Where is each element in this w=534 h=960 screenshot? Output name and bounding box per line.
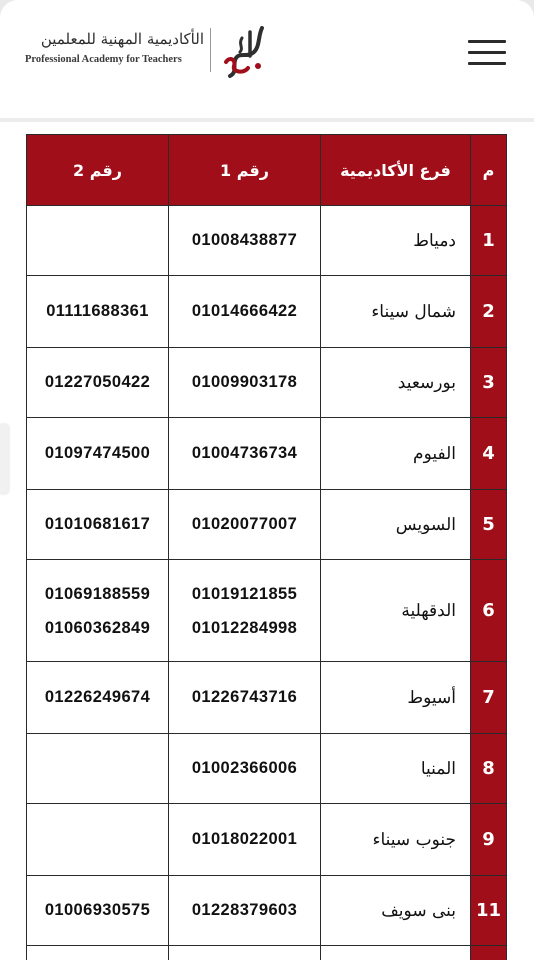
table-row [27, 490, 507, 560]
phone-cell-num2 [27, 560, 169, 662]
branch-name: أسيوط [321, 662, 471, 734]
header-branch: فرع الأكاديمية [321, 135, 471, 206]
logo-english-text: Professional Academy for Teachers [25, 54, 182, 65]
phone-cell-num2 [27, 734, 169, 804]
branch-name: السويس [321, 490, 471, 560]
phone-number-link[interactable]: 01020077007 [191, 515, 298, 533]
table-row [27, 560, 507, 662]
table-row [27, 734, 507, 804]
phone-number-link[interactable]: 01006930575 [44, 901, 151, 919]
side-drawer-handle[interactable] [0, 424, 9, 494]
phone-cell-num1 [169, 662, 321, 734]
branches-table [26, 134, 507, 960]
branch-name: بنى سويف [321, 876, 471, 946]
phone-number-link[interactable]: 01226743716 [191, 688, 298, 706]
phone-cell-num1 [169, 560, 321, 662]
row-number: 3 [471, 348, 507, 418]
phone-cell-num1 [169, 734, 321, 804]
row-number: 5 [471, 490, 507, 560]
row-number: 11 [471, 876, 507, 946]
table-row [27, 876, 507, 946]
branch-name: دمياط [321, 206, 471, 276]
table-row [27, 418, 507, 490]
phone-cell-num2 [27, 876, 169, 946]
site-logo[interactable] [24, 22, 276, 84]
row-number: 6 [471, 560, 507, 662]
header-num2: رقم 2 [27, 135, 169, 206]
table-row [27, 206, 507, 276]
phone-number-link[interactable]: 01008438877 [191, 231, 298, 249]
row-number: 2 [471, 276, 507, 348]
header-num1: رقم 1 [169, 135, 321, 206]
branch-name: المنيا [321, 734, 471, 804]
header-m: م [471, 135, 507, 206]
phone-cell-num2 [27, 662, 169, 734]
table-row [27, 662, 507, 734]
phone-cell-num2 [27, 206, 169, 276]
phone-number-link[interactable]: 01227050422 [44, 373, 151, 391]
phone-number-link[interactable]: 01014666422 [191, 302, 298, 320]
branch-name: الدقهلية [321, 560, 471, 662]
phone-cell-num1 [169, 804, 321, 876]
table-row [27, 348, 507, 418]
phone-number-link[interactable]: 01069188559 [44, 584, 151, 603]
branch-name: شمال سيناء [321, 276, 471, 348]
row-number [471, 946, 507, 960]
table-row [27, 946, 507, 960]
table-row [27, 804, 507, 876]
phone-cell-num2 [27, 348, 169, 418]
row-number: 4 [471, 418, 507, 490]
phone-cell-num1 [169, 206, 321, 276]
branch-name [321, 946, 471, 960]
phone-number-link[interactable]: 01004736734 [191, 444, 298, 462]
phone-cell-num2 [27, 946, 169, 960]
table-header-row [27, 135, 507, 206]
logo-arabic-text: الأكاديمية المهنية للمعلمين [40, 30, 204, 48]
phone-cell-num2 [27, 276, 169, 348]
row-number: 7 [471, 662, 507, 734]
row-number: 9 [471, 804, 507, 876]
phone-cell-num2 [27, 804, 169, 876]
phone-cell-num1 [169, 276, 321, 348]
phone-cell-num1 [169, 348, 321, 418]
phone-number-link[interactable]: 01226249674 [44, 688, 151, 706]
academy-logo-icon [214, 22, 276, 84]
phone-cell-num2 [27, 490, 169, 560]
site-header [0, 0, 534, 122]
phone-number-link[interactable]: 01111688361 [46, 302, 149, 320]
branch-name: بورسعيد [321, 348, 471, 418]
hamburger-menu-icon[interactable] [468, 40, 506, 66]
phone-number-link[interactable]: 01010681617 [44, 515, 151, 533]
phone-cell-num1 [169, 418, 321, 490]
phone-number-link[interactable]: 01018022001 [191, 830, 298, 848]
logo-divider [210, 28, 211, 72]
phone-number-link[interactable]: 01012284998 [191, 618, 298, 637]
branch-name: الفيوم [321, 418, 471, 490]
phone-number-link[interactable]: 01228379603 [191, 901, 298, 919]
phone-cell-num2 [27, 418, 169, 490]
phone-number-link[interactable]: 01019121855 [191, 584, 298, 603]
table-row [27, 276, 507, 348]
row-number: 8 [471, 734, 507, 804]
phone-cell-num1 [169, 490, 321, 560]
phone-cell-num1 [169, 946, 321, 960]
row-number: 1 [471, 206, 507, 276]
phone-number-link[interactable]: 01009903178 [191, 373, 298, 391]
phone-number-link[interactable]: 01097474500 [44, 444, 151, 462]
phone-number-link[interactable]: 01060362849 [44, 618, 151, 637]
phone-cell-num1 [169, 876, 321, 946]
branch-name: جنوب سيناء [321, 804, 471, 876]
phone-number-link[interactable]: 01002366006 [191, 759, 298, 777]
